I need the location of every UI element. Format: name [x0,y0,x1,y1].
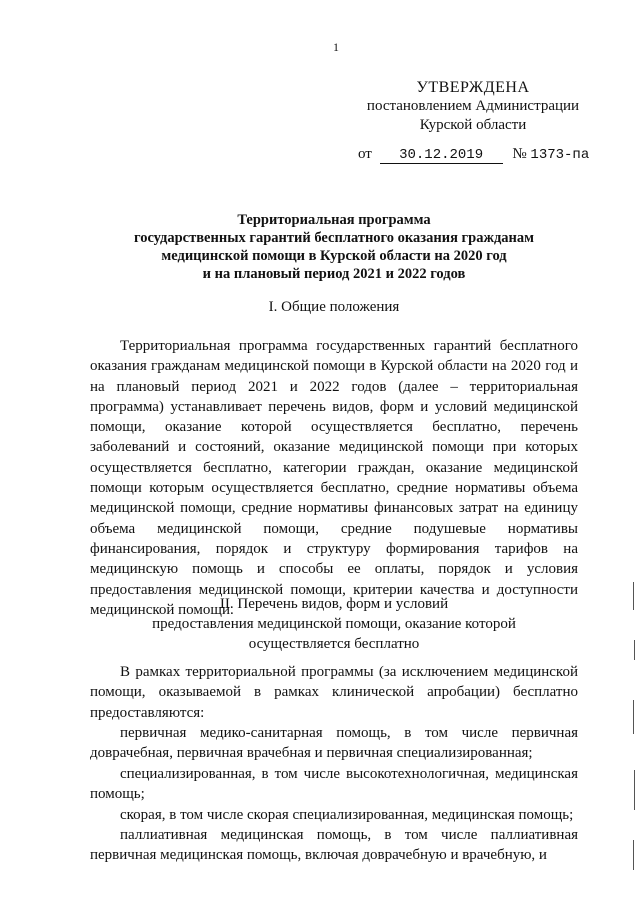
number-prefix: № [512,146,527,162]
section-2-heading-line-1: II. Перечень видов, форм и условий [219,596,449,612]
scan-artifact [634,770,635,810]
title-line-2: государственных гарантий бесплатного оказания гражданам [133,230,535,246]
approval-heading: УТВЕРЖДЕНА [416,79,530,96]
section-2-heading-line-3: осуществляется бесплатно [248,636,420,652]
scan-artifact [634,640,635,660]
section-2-heading [80,594,588,654]
program-title [80,211,588,283]
approval-date-line [358,146,598,164]
section-1-heading: I. Общие положения [268,299,400,315]
section-2-paragraph-1: В рамках территориальной программы (за исключением медицинской помощи, оказываемой в рамках клинической апробации) бесплатно предоставляются: [90,664,578,721]
section-2-paragraph-3: специализированная, в том числе высокотехнологичная, медицинская помощь; [90,766,578,803]
scan-artifact [633,582,634,610]
section-2-heading-line-2: предоставления медицинской помощи, оказание которой [152,616,516,632]
page-number: 1 [333,40,339,54]
approval-line-1: постановлением Администрации [366,98,580,114]
section-2-paragraph-5: паллиативная медицинская помощь, в том числе паллиативная первичная медицинская помощь, включая доврачебную и врачебную, и [90,827,578,864]
scan-artifact [633,700,634,734]
title-line-1: Территориальная программа [237,212,431,228]
section-1-paragraph: Территориальная программа государственных гарантий бесплатного оказания гражданам медицинской помощи в Курской области на 2020 год и на плановый период 2021 и 2022 годов (далее – территориальная программа) устанавливает перечень видов, форм и условий медицинской помощи, оказание которой осуществляется бесплатно, перечень заболеваний и состояний, оказание медицинской помощи при которых осуществляется бесплатно, категории граждан, оказание медицинской помощи которым осуществляется бесплатно, средние нормативы объема медицинской помощи, средние нормативы финансовых затрат на единицу объема медицинской помощи, средние подушевые нормативы финансирования, порядок и структуру формирования тарифов на медицинскую помощь и способы ее оплаты, порядок и условия предоставления медицинской помощи, критерии качества и доступности медицинской помощи. [90,338,578,618]
section-2-paragraph-4: скорая, в том числе скорая специализированная, медицинская помощь; [120,807,574,823]
title-line-4: и на плановый период 2021 и 2022 годов [202,266,466,282]
approval-line-2: Курской области [419,117,527,133]
scan-artifact [633,840,634,870]
title-line-3: медицинской помощи в Курской области на 2020 год [161,248,507,264]
decree-number: 1373-па [530,147,590,163]
section-2-paragraph-2: первичная медико-санитарная помощь, в том числе первичная доврачебная, первичная врачебная и первичная специализированная; [90,725,578,762]
decree-date: 30.12.2019 [380,147,503,164]
date-prefix: от [358,146,372,162]
approval-stamp [358,78,588,135]
